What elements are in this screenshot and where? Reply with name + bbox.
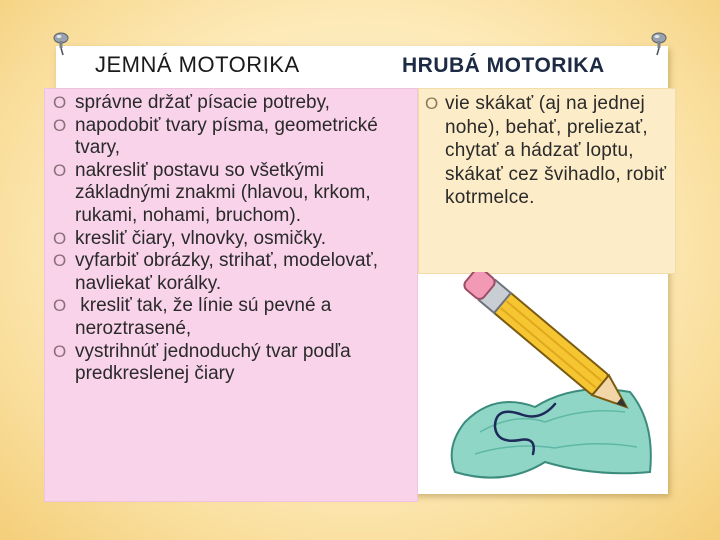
- list-item: [53, 92, 415, 115]
- list-item-text: kresliť čiary, vlnovky, osmičky.: [75, 227, 326, 249]
- bullet-marker: O: [53, 115, 67, 135]
- list-item-text: nakresliť postavu so všetkými základnými znakmi (hlavou, krkom, rukami, nohami, bruchom).: [75, 159, 371, 226]
- list-item: [53, 295, 415, 340]
- list-item: [53, 228, 415, 251]
- bullet-marker: O: [53, 228, 67, 248]
- list-item-text: správne držať písacie potreby,: [75, 92, 330, 113]
- bullet-marker: O: [53, 160, 67, 180]
- list-item-text: vystrihnúť jednoduchý tvar podľa predkreslenej čiary: [75, 340, 351, 385]
- list-item: [53, 115, 415, 160]
- list-item: [53, 160, 415, 228]
- fine-motor-list: [53, 92, 415, 386]
- list-item-text: vyfarbiť obrázky, strihať, modelovať, navliekať korálky.: [75, 250, 378, 294]
- bullet-marker: O: [53, 296, 67, 316]
- list-item: [425, 92, 673, 210]
- left-heading: JEMNÁ MOTORIKA: [95, 52, 300, 77]
- list-item-text: kresliť tak, že línie sú pevné a neroztrasené,: [75, 295, 337, 339]
- list-item: [53, 341, 415, 386]
- list-item-text: vie skákať (aj na jednej nohe), behať, preliezať, chytať a hádzať loptu, skákať cez švihadlo, robiť kotrmelce.: [445, 93, 667, 208]
- list-item: [53, 250, 415, 295]
- right-heading: HRUBÁ MOTORIKA: [402, 54, 605, 77]
- bullet-marker: O: [53, 341, 67, 361]
- pushpin-icon: [650, 32, 668, 56]
- fine-motor-list-box: [44, 88, 418, 502]
- pushpin-icon: [52, 32, 70, 56]
- list-item-text: napodobiť tvary písma, geometrické tvary,: [75, 114, 378, 159]
- bullet-marker: O: [53, 251, 67, 271]
- gross-motor-list-box: [418, 88, 676, 274]
- bullet-marker: O: [425, 94, 439, 113]
- gross-motor-list: [425, 92, 673, 210]
- pencil-drawing-illustration: [425, 272, 669, 492]
- bullet-marker: O: [53, 93, 67, 112]
